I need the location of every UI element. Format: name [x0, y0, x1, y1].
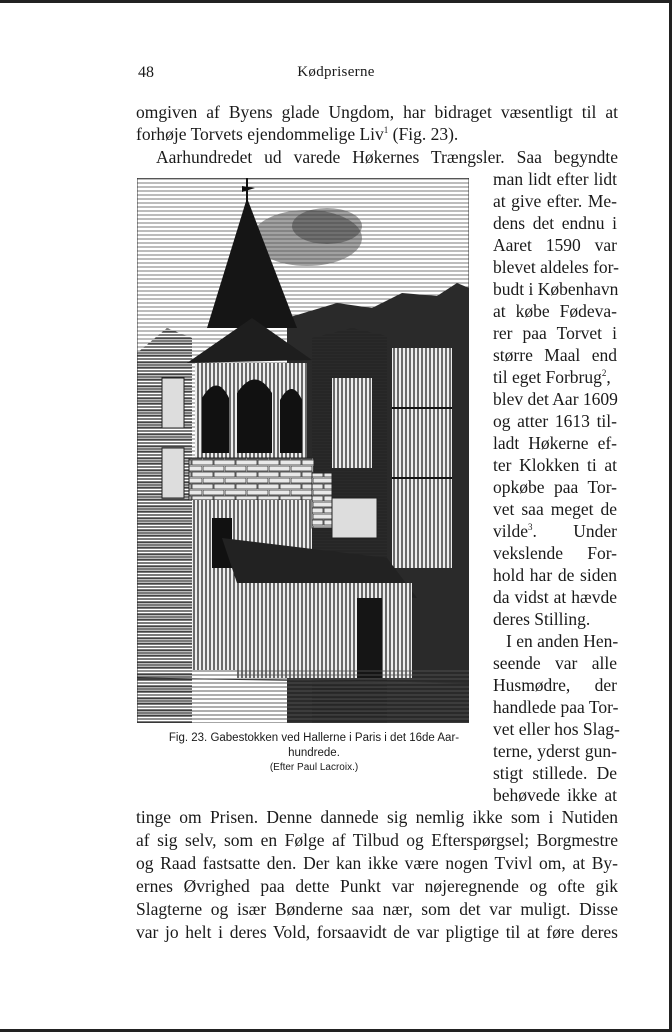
- column-line: seende var alle: [493, 653, 617, 673]
- caption-line: Fig. 23. Gabestokken ved Hallerne i Paris i det 16de Aar-: [168, 732, 460, 744]
- column-line: vekslende For-: [493, 543, 617, 563]
- text-line: og Raad fastsatte den. Der kan ikke være nogen Tvivl om, at By-: [136, 853, 618, 873]
- column-line: Aaret 1590 var: [493, 235, 617, 255]
- column-line: til eget Forbrug$^2$,: [493, 367, 611, 387]
- column-line: budt i København: [493, 279, 619, 299]
- column-line: blev det Aar 1609: [493, 389, 618, 409]
- column-line: deres Stilling.: [493, 609, 591, 629]
- column-line: stigt stillede. De: [493, 763, 617, 783]
- text-line: var jo helt i deres Vold, forsaavidt de var pligtige til at føre deres: [136, 922, 618, 942]
- column-line: terne, yderst gun-: [493, 741, 617, 761]
- text-line: af sig selv, som en Følge af Tilbud og Efterspørgsel; Borgmestre: [136, 830, 618, 850]
- column-line: ladt Høkerne ef-: [493, 433, 617, 453]
- running-head: Kødpriserne: [297, 64, 375, 80]
- column-line: at købe Fødeva-: [493, 301, 617, 321]
- caption-line: hundrede.: [288, 747, 340, 759]
- text-line: omgiven af Byens glade Ungdom, har bidraget væsentligt til at: [136, 102, 618, 122]
- column-line: at give efter. Me-: [493, 191, 617, 211]
- column-line: Husmødre, der: [493, 675, 617, 695]
- column-line: vet saa meget de: [493, 499, 617, 519]
- column-line: rer paa Torvet i: [493, 323, 617, 343]
- text-line: ernes Øvrighed paa dette Punkt var nøjeregnende og ofte gik: [136, 876, 618, 896]
- column-line: vet eller hos Slag-: [493, 719, 620, 739]
- footnote-ref: 2: [601, 368, 607, 379]
- column-line: handlede paa Tor-: [493, 697, 619, 717]
- figure-source: (Efter Paul Lacroix.): [269, 762, 359, 773]
- footnote-ref: 3: [528, 522, 533, 533]
- column-line: ter Klokken ti at: [493, 455, 617, 475]
- column-line: I en anden Hen-: [506, 631, 619, 651]
- column-line: hold har de siden: [493, 565, 617, 585]
- text-line: Slagterne og især Bønderne saa nær, som det var muligt. Disse: [136, 899, 618, 919]
- column-line: behøvede ikke at: [493, 785, 617, 805]
- page-number: 48: [138, 64, 154, 81]
- text-line: tinge om Prisen. Denne dannede sig nemlig ikke som i Nutiden: [136, 807, 618, 827]
- column-line: større Maal end: [493, 345, 617, 365]
- column-line: dens det endnu i: [493, 213, 617, 233]
- text-line: forhøje Torvets ejendommelige Liv$^1$ (Fig. 23).: [136, 124, 459, 144]
- pillory-engraving: [137, 178, 469, 723]
- column-line: opkøbe paa Tor-: [493, 477, 617, 497]
- text-line: Aarhundredet ud varede Høkernes Trængsler. Saa begyndte: [156, 147, 618, 167]
- figure-caption: [134, 731, 494, 761]
- page-edge-top: [0, 0, 672, 3]
- column-line: vilde$^3$. Under: [493, 521, 617, 541]
- column-line: og atter 1613 til-: [493, 411, 617, 431]
- column-line: blevet aldeles for-: [493, 257, 619, 277]
- column-line: da vidst at hævde: [493, 587, 617, 607]
- column-line: man lidt efter lidt: [493, 169, 617, 189]
- footnote-ref: 1: [383, 125, 389, 136]
